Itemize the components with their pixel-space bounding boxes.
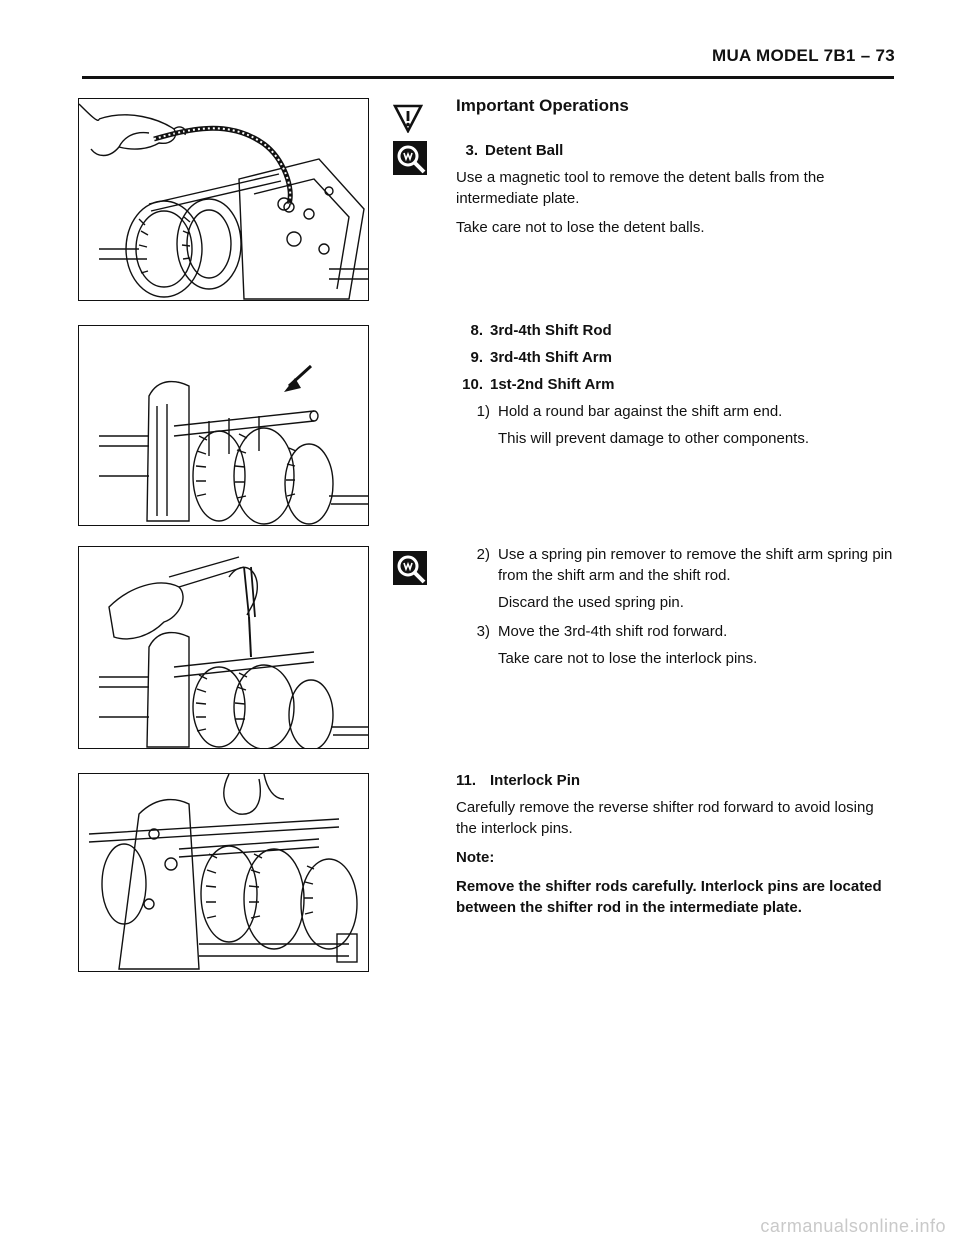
section-detent-ball bbox=[456, 95, 896, 246]
inspect-magnifier-icon bbox=[393, 141, 427, 180]
watermark: carmanualsonline.info bbox=[760, 1216, 946, 1236]
step-1 bbox=[456, 401, 896, 422]
paragraph: Carefully remove the reverse shifter rod forward to avoid losing the interlock pins. bbox=[456, 799, 874, 837]
figure-magnetic-tool bbox=[78, 98, 369, 301]
item-shift-arm bbox=[456, 347, 896, 368]
note-text: Remove the shifter rods carefully. Interlock pins are located between the shifter rod in the intermediate plate. bbox=[456, 878, 882, 916]
item-interlock-pin bbox=[456, 770, 896, 791]
item-title: 3rd-4th Shift Arm bbox=[490, 349, 612, 366]
inspect-magnifier-icon-2 bbox=[393, 551, 427, 590]
item-1st-2nd-shift-arm bbox=[456, 374, 896, 395]
note-label: Note: bbox=[456, 849, 495, 866]
paragraph: Use a magnetic tool to remove the detent balls from the intermediate plate. bbox=[456, 169, 825, 207]
step-3 bbox=[456, 621, 896, 642]
illustration-round-bar bbox=[79, 326, 369, 526]
item-number: 9. bbox=[470, 349, 483, 366]
illustration-spring-pin-remover bbox=[79, 547, 369, 749]
section-shift-rod-arm bbox=[456, 320, 896, 457]
item-title: Detent Ball bbox=[485, 142, 564, 159]
item-detent-ball bbox=[456, 140, 896, 161]
step-text: Hold a round bar against the shift arm end. bbox=[498, 403, 783, 420]
step-note: Discard the used spring pin. bbox=[498, 594, 684, 611]
figure-spring-pin-remover bbox=[78, 546, 369, 749]
step-number: 3) bbox=[476, 623, 490, 640]
caution-triangle-icon bbox=[393, 103, 423, 138]
figure-interlock-pin bbox=[78, 773, 369, 972]
step-2 bbox=[456, 544, 896, 586]
header-rule bbox=[82, 76, 894, 79]
step-text: Move the 3rd-4th shift rod forward. bbox=[498, 623, 728, 640]
item-title: 1st-2nd Shift Arm bbox=[490, 376, 615, 393]
illustration-magnetic-tool bbox=[79, 99, 369, 301]
section-interlock-pin bbox=[456, 770, 896, 926]
step-note: This will prevent damage to other components. bbox=[498, 430, 809, 447]
item-number: 8. bbox=[470, 322, 483, 339]
item-number: 3. bbox=[465, 142, 478, 159]
item-title: Interlock Pin bbox=[490, 772, 581, 789]
item-number: 10. bbox=[462, 376, 483, 393]
step-number: 1) bbox=[476, 403, 490, 420]
step-text: Use a spring pin remover to remove the shift arm spring pin from the shift arm and the shift rod. bbox=[498, 546, 893, 584]
section-spring-pin bbox=[456, 544, 896, 677]
step-note: Take care not to lose the interlock pins. bbox=[498, 650, 758, 667]
page-header: MUA MODEL 7B1 – 73 bbox=[711, 46, 895, 65]
item-title: 3rd-4th Shift Rod bbox=[490, 322, 612, 339]
illustration-interlock-pin bbox=[79, 774, 369, 972]
paragraph: Take care not to lose the detent balls. bbox=[456, 219, 705, 236]
item-shift-rod bbox=[456, 320, 896, 341]
item-number: 11. bbox=[456, 772, 477, 789]
step-number: 2) bbox=[476, 546, 490, 563]
important-operations-heading: Important Operations bbox=[456, 96, 629, 115]
figure-round-bar bbox=[78, 325, 369, 526]
